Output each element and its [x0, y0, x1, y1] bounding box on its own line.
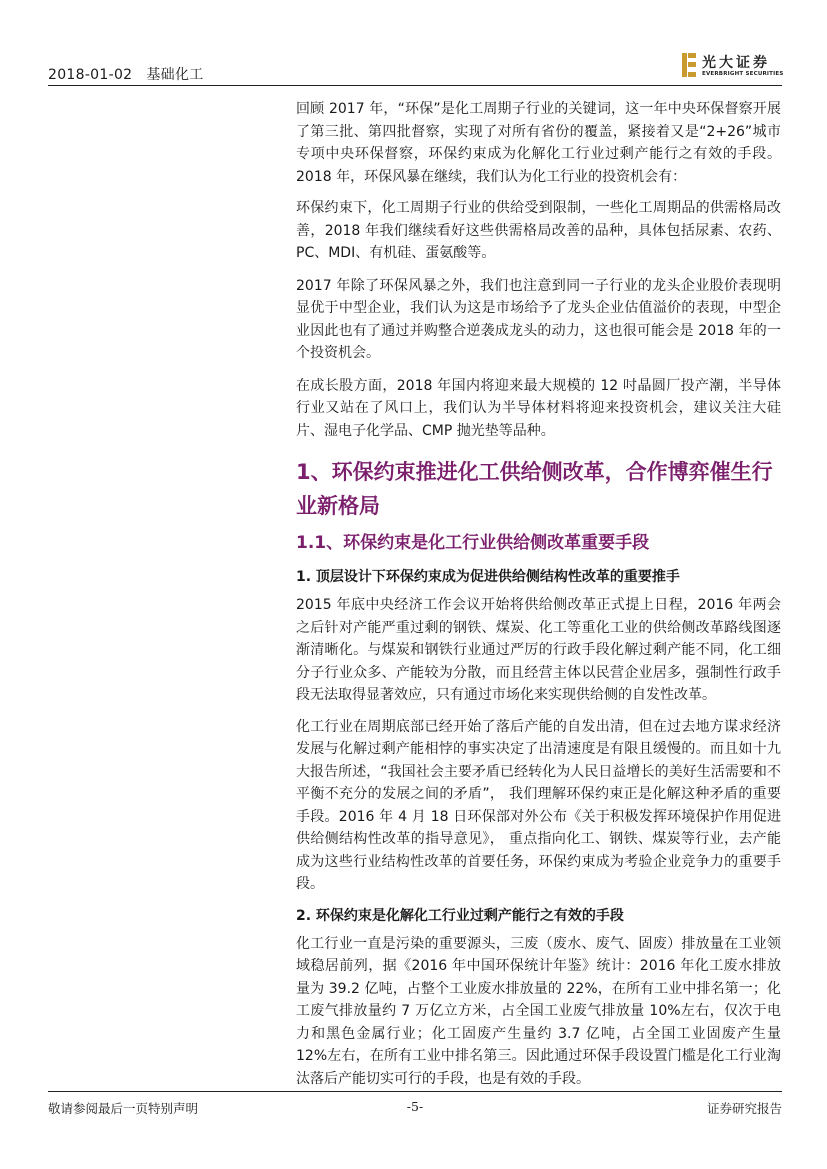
footer-rule	[48, 1091, 782, 1092]
report-date: 2018-01-02	[48, 67, 133, 83]
report-type: 证券研究报告	[706, 1101, 782, 1116]
point-heading: 2. 环保约束是化解化工行业过剩产能行之有效的手段	[296, 907, 624, 924]
page-header	[48, 55, 784, 86]
logo-mark-icon	[682, 53, 696, 77]
header-rule	[48, 85, 782, 86]
page-footer	[48, 1091, 782, 1121]
point-heading: 1. 顶层设计下环保约束成为促进供给侧结构性改革的重要推手	[296, 569, 680, 585]
section-heading: 1、环保约束推进化工供给侧改革，合作博弈催生行业新格局	[296, 460, 773, 518]
subsection-heading: 1.1、环保约束是化工行业供给侧改革重要手段	[296, 533, 650, 553]
intro-paragraph: 在成长股方面，2018 年国内将迎来最大规模的 12 吋晶圆厂投产潮，半导体行业又站在了风口上，我们认为半导体材料将迎来投资机会，建议关注大硅片、湿电子化学品、CMP 抛光垫等品种。	[296, 377, 781, 439]
intro-paragraph: 环保约束下，化工周期子行业的供给受到限制，一些化工周期品的供需格局改善，2018 年我们继续看好这些供需格局改善的品种，具体包括尿素、农药、PC、MDI、有机硅、蛋氨酸等。	[296, 200, 781, 261]
body-paragraph: 2015 年底中央经济工作会议开始将供给侧改革正式提上日程，2016 年两会之后针对产能严重过剩的钢铁、煤炭、化工等重化工业的供给侧改革路线图逐渐清晰化。与煤炭和钢铁行业通过严厉的行政手段化解过剩产能不同，化工细分子行业众多、产能较为分散，而且经营主体以民营企业居多，强制性行政手段无法取得显著效应，只有通过市场化来实现供给侧的自发性改革。	[296, 597, 781, 703]
everbright-logo	[682, 52, 782, 82]
industry-name: 基础化工	[146, 67, 204, 83]
intro-paragraph: 2017 年除了环保风暴之外，我们也注意到同一子行业的龙头企业股价表现明显优于中型企业，我们认为这是市场给予了龙头企业估值溢价的表现，中型企业因此也有了通过并购整合逆袭成龙头的动力，这也很可能会是 2018 年的一个投资机会。	[296, 277, 781, 361]
body-paragraph: 化工行业在周期底部已经开始了落后产能的自发出清，但在过去地方谋求经济发展与化解过剩产能相悖的事实决定了出清速度是有限且缓慢的。而且如十九大报告所述，“我国社会主要矛盾已经转化为人民日益增长的美好生活需要和不平衡不充分的发展之间的矛盾”， 我们理解环保约束正是化解这种矛盾的重要手段。2016 年 4 月 18 日环保部对外公布《关于积极发挥环境保护作用促进供给侧结构性改革的指导意见》， 重点指向化工、钢铁、煤炭等行业，去产能成为这些行业结构性改革的首要任务，环保约束成为考验企业竞争力的重要手段。	[296, 718, 781, 892]
header-meta	[48, 64, 204, 84]
logo-text-cn: 光大证券	[702, 55, 770, 71]
body-paragraph: 化工行业一直是污染的重要源头，三废（废水、废气、固废）排放量在工业领域稳居前列，据《2016 年中国环保统计年鉴》统计：2016 年化工废水排放量为 39.2 亿吨，占整个工业废水排放量的 22%，在所有工业中排名第一；化工废气排放量约 7 万亿立方米，占全国工业废气排放量 10%左右，仅次于电力和黑色金属行业；化工固废产生量约 3.7 亿吨，占全国工业固废产生量 12%左右，在所有工业中排名第三。因此通过环保手段设置门槛是化工行业淘汰落后产能切实可行的手段，也是有效的手段。	[296, 935, 781, 1087]
intro-summary	[296, 98, 781, 452]
section-body	[296, 566, 781, 1099]
logo-text-en: EVERBRIGHT SECURITIES	[702, 71, 784, 77]
intro-paragraph: 回顾 2017 年，“环保”是化工周期子行业的关键词，这一年中央环保督察开展了第三批、第四批督察，实现了对所有省份的覆盖，紧接着又是“2+26”城市专项中央环保督察，环保约束成为化解化工行业过剩产能行之有效的手段。2018 年，环保风暴在继续，我们认为化工行业的投资机会有：	[296, 101, 781, 185]
page-number: -5-	[406, 1099, 424, 1114]
disclaimer-note: 敬请参阅最后一页特别声明	[48, 1101, 199, 1116]
